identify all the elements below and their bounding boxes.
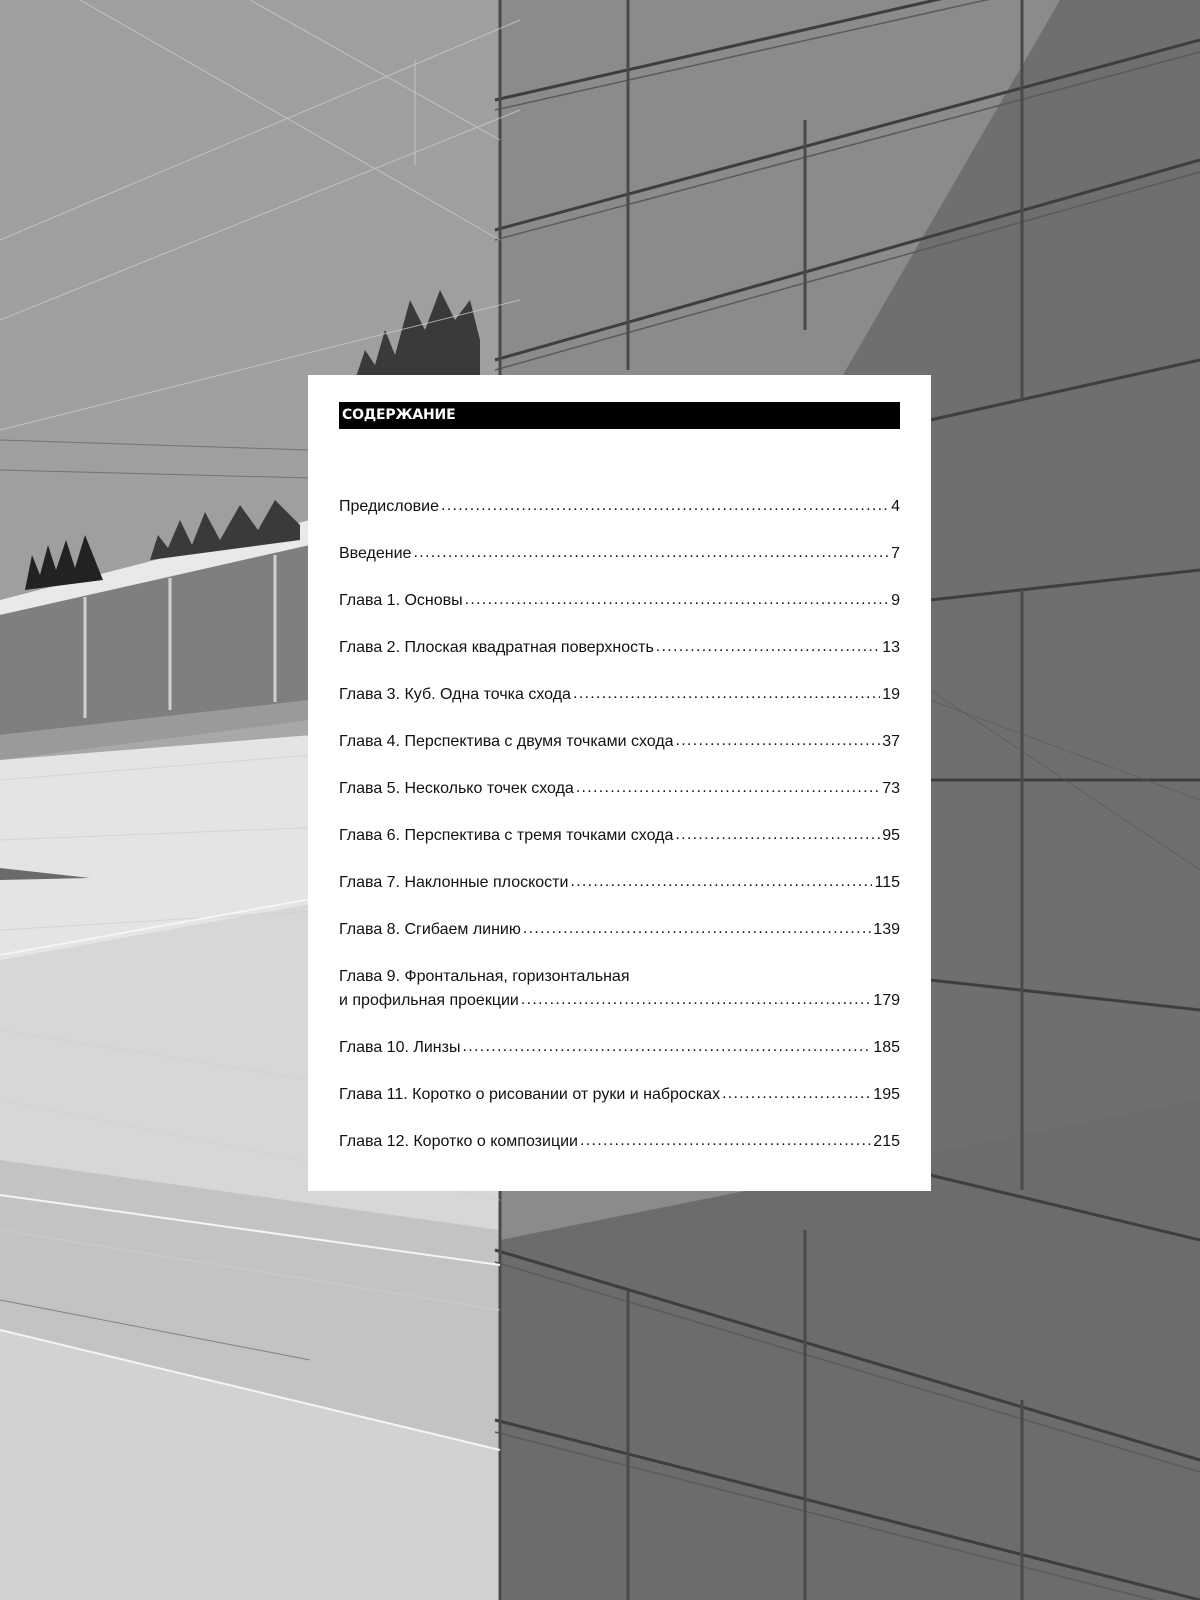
toc-entry-page: 7 <box>891 545 900 562</box>
toc-entry-page: 179 <box>873 992 900 1009</box>
toc-entry-title: Глава 10. Линзы <box>339 1039 461 1056</box>
toc-dot-leader <box>576 776 880 800</box>
toc-entry[interactable] <box>339 1130 900 1154</box>
toc-dot-leader <box>523 917 871 941</box>
toc-entry-page: 95 <box>882 827 900 844</box>
toc-entry-page: 73 <box>882 780 900 797</box>
toc-entry[interactable] <box>339 589 900 613</box>
toc-entry[interactable] <box>339 965 900 1013</box>
toc-entry-page: 13 <box>882 639 900 656</box>
toc-dot-leader <box>465 588 889 612</box>
toc-entry-title: Предисловие <box>339 498 439 515</box>
toc-entry-page: 19 <box>882 686 900 703</box>
toc-entry-title: Глава 4. Перспектива с двумя точками схода <box>339 733 674 750</box>
toc-dot-leader <box>722 1082 871 1106</box>
toc-entry[interactable] <box>339 1083 900 1107</box>
toc-entry[interactable] <box>339 918 900 942</box>
toc-entry-title: Глава 1. Основы <box>339 592 463 609</box>
toc-dot-leader <box>675 823 880 847</box>
toc-entry[interactable] <box>339 871 900 895</box>
toc-dot-leader <box>441 494 889 518</box>
toc-dot-leader <box>521 988 871 1012</box>
toc-dot-leader <box>570 870 872 894</box>
toc-entry[interactable] <box>339 636 900 660</box>
toc-card <box>308 375 931 1191</box>
toc-entry-page: 4 <box>891 498 900 515</box>
toc-heading: СОДЕРЖАНИЕ <box>339 402 900 429</box>
toc-entry-title: Глава 7. Наклонные плоскости <box>339 874 569 891</box>
toc-entry-page: 37 <box>882 733 900 750</box>
toc-entry[interactable] <box>339 495 900 519</box>
toc-dot-leader <box>580 1129 871 1153</box>
toc-entry[interactable] <box>339 683 900 707</box>
toc-entry-title: Глава 12. Коротко о композиции <box>339 1133 578 1150</box>
toc-entry-page: 9 <box>891 592 900 609</box>
toc-entry-page: 215 <box>873 1133 900 1150</box>
toc-dot-leader <box>676 729 881 753</box>
toc-entry-page: 115 <box>874 874 900 891</box>
toc-entry[interactable] <box>339 542 900 566</box>
toc-entry-title-line1: Глава 9. Фронтальная, горизонтальная <box>339 968 630 985</box>
toc-entry-page: 139 <box>873 921 900 938</box>
toc-entry[interactable] <box>339 777 900 801</box>
toc-dot-leader <box>462 1035 871 1059</box>
toc-entry[interactable] <box>339 824 900 848</box>
toc-dot-leader <box>413 541 889 565</box>
toc-entry[interactable] <box>339 1036 900 1060</box>
toc-entry-page: 195 <box>873 1086 900 1103</box>
toc-entry-title: Глава 8. Сгибаем линию <box>339 921 521 938</box>
toc-entry-title: и профильная проекции <box>339 992 519 1009</box>
toc-entry-title: Введение <box>339 545 412 562</box>
toc-dot-leader <box>573 682 880 706</box>
toc-entry-page: 185 <box>873 1039 900 1056</box>
toc-entry-title: Глава 11. Коротко о рисовании от руки и набросках <box>339 1086 721 1103</box>
toc-dot-leader <box>656 635 880 659</box>
toc-entry-title: Глава 2. Плоская квадратная поверхность <box>339 639 654 656</box>
toc-entry-title: Глава 5. Несколько точек схода <box>339 780 574 797</box>
toc-entry-title: Глава 6. Перспектива с тремя точками схода <box>339 827 674 844</box>
toc-entry-title: Глава 3. Куб. Одна точка схода <box>339 686 571 703</box>
toc-entry[interactable] <box>339 730 900 754</box>
